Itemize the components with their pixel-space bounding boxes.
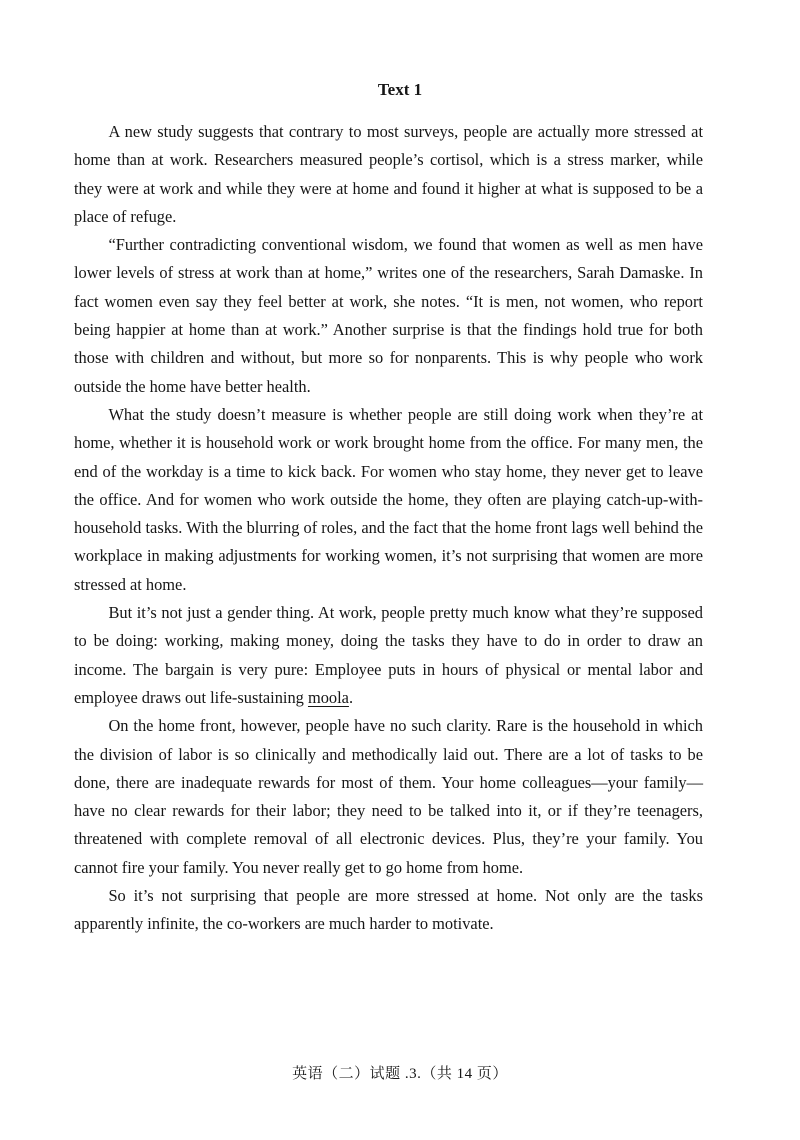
paragraph-4-text: But it’s not just a gender thing. At work, people pretty much know what they’re supposed to be doing: working, making money, doing the tasks they have to do in order to draw an income. The bargain is very pure: Employee puts in hours of physical or mental labor and employee draws out life-sustaining — [74, 603, 703, 707]
page-footer: 英语（二）试题 .3.（共 14 页） — [292, 1066, 508, 1082]
passage-body — [74, 118, 703, 939]
paragraph-2: “Further contradicting conventional wisdom, we found that women as well as men have lower levels of stress at work than at home,” writes one of the researchers, Sarah Damaske. In fact women even say they feel better at work, she notes. “It is men, not women, who report being happier at home than at work.” Another surprise is that the findings hold true for both those with children and without, but more so for nonparents. This is why people who work outside the home have better health. — [74, 235, 703, 396]
underlined-word-moola: moola — [307, 687, 349, 707]
text-title: Text 1 — [377, 80, 423, 99]
paragraph-4 — [74, 599, 703, 712]
paragraph-1: A new study suggests that contrary to most surveys, people are actually more stressed at home than at work. Researchers measured people’s cortisol, which is a stress marker, while they were at work and while they were at home and found it higher at what is supposed to be a place of refuge. — [74, 122, 703, 226]
paragraph-4-end: . — [348, 687, 354, 707]
paragraph-5: On the home front, however, people have no such clarity. Rare is the household in which the division of labor is so clinically and methodically laid out. There are a lot of tasks to be done, there are inadequate rewards for most of them. Your home colleagues—your family—have no clear rewards for their labor; they need to be talked into it, or if they’re teenagers, threatened with complete removal of all electronic devices. Plus, they’re your family. You cannot fire your family. You never really get to go home from home. — [74, 716, 703, 877]
paragraph-3: What the study doesn’t measure is whether people are still doing work when they’re at home, whether it is household work or work brought home from the office. For many men, the end of the workday is a time to kick back. For women who stay home, they never get to leave the office. And for women who work outside the home, they often are playing catch-up-with-household tasks. With the blurring of roles, and the fact that the home front lags well behind the workplace in making adjustments for working women, it’s not surprising that women are more stressed at home. — [74, 404, 703, 594]
paragraph-6: So it’s not surprising that people are more stressed at home. Not only are the tasks apparently infinite, the co-workers are much harder to motivate. — [74, 886, 703, 934]
